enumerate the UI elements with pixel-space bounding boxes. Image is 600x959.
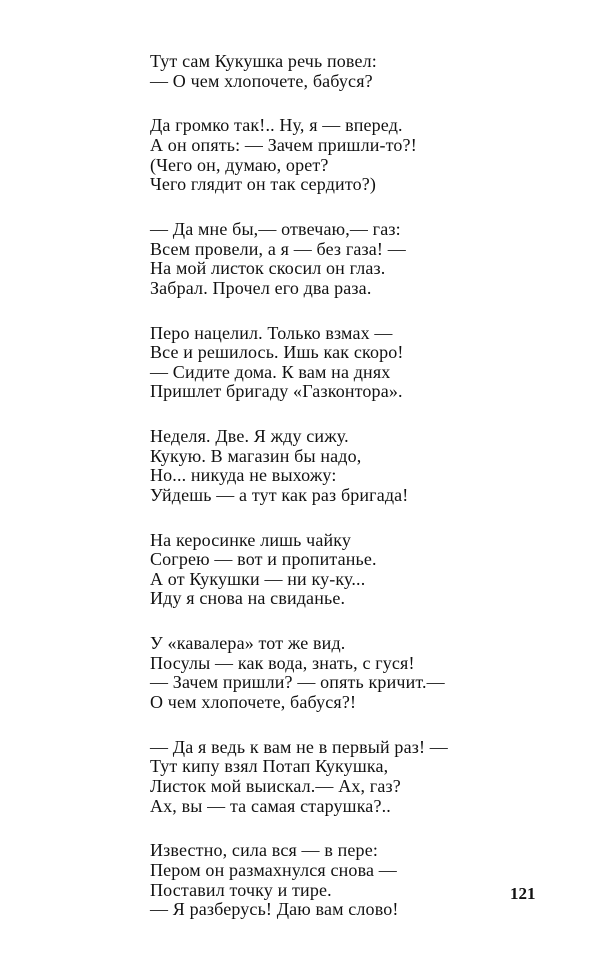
poem-line: Ах, вы — та самая старушка?..: [150, 795, 391, 816]
poem-line: (Чего он, думаю, орет?: [150, 154, 329, 175]
stanza-3: [150, 220, 550, 298]
poem-line: На мой листок скосил он глаз.: [150, 258, 386, 279]
poem-line: Перо нацелил. Только взмах —: [150, 322, 393, 343]
poem-line: Всем провели, а я — без газа! —: [150, 238, 406, 259]
poem-line: Чего глядит он так сердито?): [150, 174, 377, 195]
poem: [150, 52, 550, 945]
poem-line: А от Кукушки — ни ку-ку...: [150, 568, 366, 589]
poem-line: Посулы — как вода, знать, с гуся!: [150, 652, 415, 673]
stanza-6: [150, 531, 550, 609]
stanza-7: [150, 634, 550, 712]
poem-line: Забрал. Прочел его два раза.: [150, 277, 372, 298]
poem-line: — Я разберусь! Даю вам слово!: [150, 899, 399, 920]
poem-line: О чем хлопочете, бабуся?!: [150, 691, 357, 712]
poem-line: Иду я снова на свиданье.: [150, 588, 346, 609]
stanza-8: [150, 738, 550, 816]
poem-line: Все и решилось. Ишь как скоро!: [150, 342, 404, 363]
poem-line: — Сидите дома. К вам на днях: [150, 361, 391, 382]
poem-line: Пришлет бригаду «Газконтора».: [150, 381, 403, 402]
stanza-2: [150, 116, 550, 194]
poem-line: Пером он размахнулся снова —: [150, 859, 397, 880]
stanza-1: [150, 52, 550, 91]
poem-line: Уйдешь — а тут как раз бригада!: [150, 484, 409, 505]
stanza-4: [150, 324, 550, 402]
poem-line: Тут сам Кукушка речь повел:: [150, 51, 377, 71]
poem-line: А он опять: — Зачем пришли-то?!: [150, 134, 417, 155]
poem-line: Неделя. Две. Я жду сижу.: [150, 426, 349, 447]
poem-line: — Зачем пришли? — опять кричит.—: [150, 672, 445, 693]
page-number: 121: [510, 884, 536, 903]
poem-line: Тут кипу взял Потап Кукушка,: [150, 756, 389, 777]
stanza-5: [150, 427, 550, 505]
poem-line: — Да мне бы,— отвечаю,— газ:: [150, 218, 401, 239]
poem-line: На керосинке лишь чайку: [150, 529, 352, 550]
poem-line: Листок мой выискал.— Ах, газ?: [150, 775, 401, 796]
poem-line: Согрею — вот и пропитанье.: [150, 549, 377, 570]
poem-line: Да громко так!.. Ну, я — вперед.: [150, 115, 403, 136]
poem-line: Известно, сила вся — в пере:: [150, 840, 378, 861]
poem-line: Но... никуда не выхожу:: [150, 465, 337, 486]
poem-line: — О чем хлопочете, бабуся?: [150, 70, 373, 91]
stanza-9: [150, 841, 550, 919]
poem-line: Кукую. В магазин бы надо,: [150, 445, 362, 466]
poem-line: — Да я ведь к вам не в первый раз! —: [150, 736, 448, 757]
poem-line: Поставил точку и тире.: [150, 879, 332, 900]
poem-line: У «кавалера» тот же вид.: [150, 633, 346, 654]
